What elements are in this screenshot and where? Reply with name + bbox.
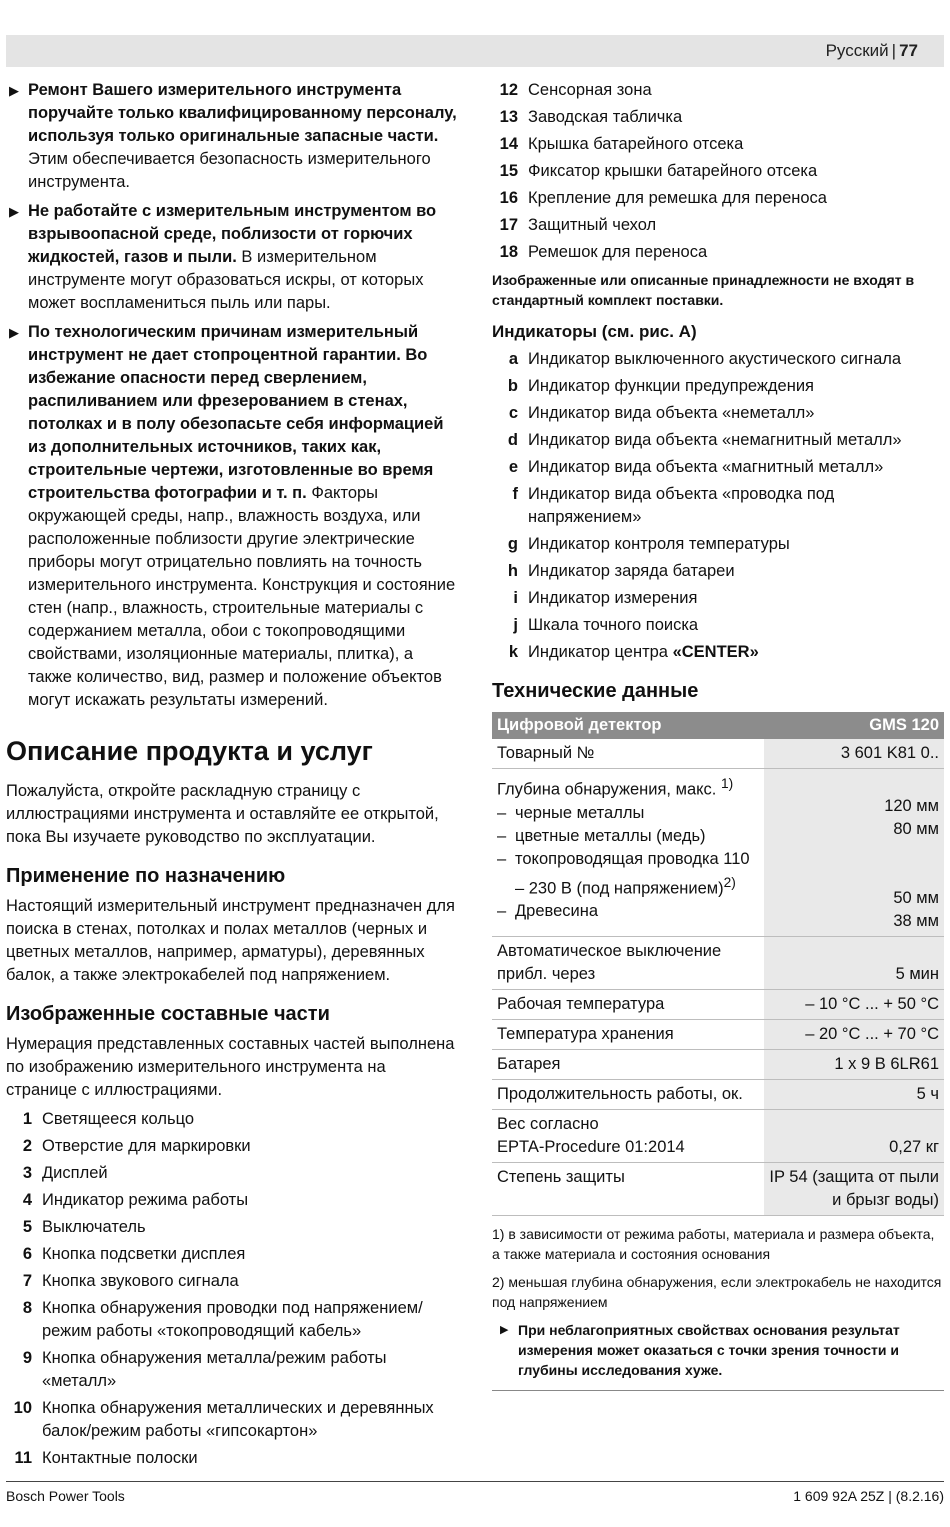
item-letter: e (508, 458, 518, 476)
row-value: – 10 °C ... + 50 °C (764, 990, 944, 1020)
footnote-1: 1) в зависимости от режима работы, материала и размера объекта, а также материала и состояния основания (492, 1226, 935, 1262)
list-item (6, 1216, 458, 1239)
item-number: 1 (22, 1110, 32, 1128)
item-label: Сенсорная зона (528, 81, 652, 99)
item-label: Ремешок для переноса (528, 243, 708, 261)
item-number: 8 (22, 1299, 32, 1317)
warning-bold: По технологическим причинам измерительный инструмент не дает стопроцентной гарантии. Во избежание опасности перед сверлением, распиливанием или фрезерованием в стенах, потолках и в полу обезопасьте себя информацией из дополнительных источников, таких как, строительные чертежи, изготовленные во время строительства фотографии и т. п. (28, 323, 444, 502)
row-label: Рабочая температура (492, 990, 764, 1020)
list-item (492, 456, 944, 479)
item-number: 15 (499, 162, 518, 180)
item-label: Отверстие для маркировки (42, 1137, 251, 1155)
footnote-2: 2) меньшая глубина обнаружения, если электрокабель не находится под напряжением (492, 1274, 942, 1310)
item-label: Индикатор вида объекта «немагнитный металл» (528, 431, 902, 449)
footer-divider (6, 1481, 944, 1482)
row-label: Товарный № (492, 739, 764, 769)
item-letter: a (508, 350, 518, 368)
item-number: 17 (499, 216, 518, 234)
arrow-icon: ▶ (9, 83, 19, 98)
sub-label: черные металлы (515, 803, 645, 822)
item-number: 4 (22, 1191, 32, 1209)
item-number: 16 (499, 189, 518, 207)
item-number: 9 (22, 1349, 32, 1367)
table-row (492, 1050, 944, 1080)
list-item (6, 1270, 458, 1293)
indicators-heading: Индикаторы (см. рис. A) (492, 322, 697, 341)
row-label: Продолжительность работы, ок. (492, 1080, 764, 1110)
warning-bold: Ремонт Вашего измерительного инструмента поручайте только квалифицированному персоналу, используя только оригинальные запасные части. (28, 81, 457, 145)
sub-item (497, 825, 759, 848)
components-heading: Изображенные составные части (6, 1003, 330, 1025)
components-paragraph: Нумерация представленных составных частей выполнена по изображению измерительного инструмента на странице с иллюстрациями. (6, 1035, 455, 1099)
table-header-left: Цифровой детектор (492, 712, 764, 739)
table-row (492, 1110, 944, 1163)
footer-brand: Bosch Power Tools (6, 1488, 125, 1504)
label-line: Вес согласно (497, 1115, 599, 1133)
item-label: Дисплей (42, 1164, 108, 1182)
warning-item (6, 79, 458, 194)
item-letter: b (507, 377, 518, 395)
usage-paragraph: Настоящий измерительный инструмент предназначен для поиска в стенах, потолках и полах металлов (черных и цветных металлов, например, арматуры), деревянных балок, а также электрокабелей под напряжением. (6, 897, 455, 984)
row-label: Автоматическое выключение прибл. через (492, 937, 764, 990)
item-label: Индикатор функции предупреждения (528, 377, 814, 395)
item-letter: h (507, 562, 518, 580)
row-value: IP 54 (защита от пыли и брызг воды) (764, 1163, 944, 1216)
item-label: Кнопка обнаружения металлических и деревянных балок/режим работы «гипсокартон» (42, 1399, 434, 1440)
page-header (6, 35, 944, 67)
row-value (764, 937, 944, 990)
list-item (6, 1397, 458, 1443)
value-line: 5 мин (895, 965, 939, 983)
row-label (492, 769, 764, 937)
arrow-icon: ▶ (9, 204, 19, 219)
header-language: Русский (825, 41, 889, 60)
footnote-ref: 2) (723, 874, 736, 890)
list-item (6, 1243, 458, 1266)
row-label (492, 1110, 764, 1163)
sub-label: Древесина (515, 902, 599, 920)
value-line: 50 мм (893, 889, 939, 907)
row-value: – 20 °C ... + 70 °C (764, 1020, 944, 1050)
warning-bold: Не работайте с измерительным инструментом во взрывоопасной среде, поблизости от горючих жидкостей, газов и пыли. (28, 202, 437, 266)
item-label: Кнопка подсветки дисплея (42, 1245, 246, 1263)
indicators-list (492, 348, 944, 664)
table-row (492, 1163, 944, 1216)
list-item (6, 1162, 458, 1185)
item-number: 6 (22, 1245, 32, 1263)
list-item (6, 1108, 458, 1131)
item-label: Индикатор вида объекта «неметалл» (528, 404, 815, 422)
list-item (6, 1447, 458, 1470)
warning-text: В измерительном инструменте могут образоваться искры, от которых может воспламениться пыль или пары. (28, 248, 424, 312)
item-number: 5 (22, 1218, 32, 1236)
item-label: Индикатор контроля температуры (528, 535, 790, 553)
dash: – (497, 826, 507, 845)
warning-text: Этим обеспечивается безопасность измерительного инструмента. (28, 150, 431, 191)
item-number: 2 (22, 1137, 32, 1155)
item-label: Кнопка обнаружения проводки под напряжением/режим работы «токопроводящий кабель» (42, 1299, 423, 1340)
table-header-right: GMS 120 (764, 712, 944, 739)
item-label: Индикатор вида объекта «проводка под напряжением» (528, 485, 835, 526)
item-label: Крепление для ремешка для переноса (528, 189, 827, 207)
list-item (492, 402, 944, 425)
footnote-ref: 1) (720, 776, 734, 791)
row-value: 5 ч (764, 1080, 944, 1110)
section-title: Описание продукта и услуг (6, 736, 373, 766)
list-item (492, 133, 944, 156)
usage-heading: Применение по назначению (6, 865, 286, 887)
row-value (764, 769, 944, 937)
list-item (492, 429, 944, 452)
row-label: Батарея (492, 1050, 764, 1080)
item-label: Заводская табличка (528, 108, 683, 126)
item-number: 3 (22, 1164, 32, 1182)
list-item (492, 241, 944, 264)
tech-heading: Технические данные (492, 680, 699, 702)
table-row (492, 937, 944, 990)
list-item (492, 560, 944, 583)
left-column (6, 79, 458, 1474)
item-letter: i (513, 589, 518, 607)
item-label: Индикатор вида объекта «магнитный металл» (528, 458, 884, 476)
right-column (492, 79, 944, 1391)
list-item (492, 348, 944, 371)
list-item (492, 587, 944, 610)
list-item (492, 483, 944, 529)
depth-label: Глубина обнаружения, макс. (497, 780, 717, 799)
item-label: Индикатор центра (528, 643, 673, 661)
item-label: Индикатор заряда батареи (528, 562, 735, 580)
components-list (6, 1108, 458, 1470)
warning-item (6, 200, 458, 315)
item-number: 13 (499, 108, 518, 126)
item-letter: j (513, 616, 518, 634)
table-row (492, 769, 944, 937)
row-label: Температура хранения (492, 1020, 764, 1050)
row-value (764, 1110, 944, 1163)
header-separator: | (891, 41, 897, 60)
list-item (492, 614, 944, 637)
item-number: 18 (499, 243, 518, 261)
item-number: 14 (499, 135, 518, 153)
list-item (492, 106, 944, 129)
arrow-icon: ▶ (500, 1324, 509, 1336)
dash: – (497, 849, 507, 868)
item-number: 10 (13, 1399, 32, 1417)
sub-label: токопроводящая проводка 110 – 230 В (под напряжением) (515, 849, 750, 897)
list-item (492, 641, 944, 664)
footer-doc-id: 1 609 92A 25Z | (8.2.16) (793, 1488, 944, 1504)
item-letter: f (512, 485, 518, 503)
item-label: Индикатор режима работы (42, 1191, 249, 1209)
table-row (492, 1020, 944, 1050)
list-item (492, 187, 944, 210)
item-label: Крышка батарейного отсека (528, 135, 744, 153)
item-label: Контактные полоски (42, 1449, 198, 1467)
dash: – (497, 803, 507, 822)
item-letter: k (508, 643, 518, 661)
intro-paragraph: Пожалуйста, откройте раскладную страницу с иллюстрациями инструмента и оставляйте ее открытой, пока Вы изучаете руководство по эксплуатации. (6, 782, 439, 846)
item-letter: d (507, 431, 518, 449)
accessories-note: Изображенные или описанные принадлежности не входят в стандартный комплект поставки. (492, 272, 915, 308)
item-number: 7 (22, 1272, 32, 1290)
arrow-icon: ▶ (9, 325, 19, 340)
item-label: Защитный чехол (528, 216, 657, 234)
table-row (492, 1080, 944, 1110)
list-item (492, 533, 944, 556)
item-label: Шкала точного поиска (528, 616, 699, 634)
dash: – (497, 902, 507, 920)
item-label-bold: «CENTER» (672, 643, 759, 661)
table-header-row (492, 712, 944, 739)
item-label: Индикатор выключенного акустического сигнала (528, 350, 902, 368)
row-label: Степень защиты (492, 1163, 764, 1216)
page-number: 77 (899, 41, 918, 60)
item-label: Индикатор измерения (528, 589, 698, 607)
warning-text: При неблагоприятных свойствах основания результат измерения может оказаться с точки зрения точности и глубины исследования хуже. (518, 1322, 900, 1378)
warning-item (6, 321, 458, 712)
item-label: Кнопка звукового сигнала (42, 1272, 239, 1290)
item-label: Светящееся кольцо (42, 1110, 195, 1128)
item-number: 11 (14, 1449, 32, 1467)
row-value: 1 x 9 В 6LR61 (764, 1050, 944, 1080)
list-item (492, 160, 944, 183)
item-label: Кнопка обнаружения металла/режим работы «металл» (42, 1349, 387, 1390)
value-line: 38 мм (893, 912, 939, 930)
tech-table (492, 712, 944, 1216)
value-line: 80 мм (893, 820, 939, 838)
item-letter: c (508, 404, 518, 422)
list-item (6, 1347, 458, 1393)
table-row (492, 990, 944, 1020)
item-number: 12 (499, 81, 518, 99)
sub-item (497, 900, 759, 923)
components-list-continued (492, 79, 944, 264)
warning-text: Факторы окружающей среды, напр., влажность воздуха, или расположенные поблизости другие электрические приборы могут отрицательно повлиять на точность измерительного инструмента. Конструкция и состояние стен (напр., влажность, строительные материалы с содержанием металла, обои с токопроводящими свойствами, изоляционные материалы, плитка), а также количество, вид, размер и положение объектов могут искажать результаты измерений. (28, 484, 456, 709)
sub-item (497, 802, 759, 825)
list-item (492, 79, 944, 102)
value-line: 120 мм (884, 797, 939, 815)
label-line: EPTA-Procedure 01:2014 (497, 1138, 685, 1156)
table-row (492, 739, 944, 769)
header-text (826, 41, 918, 61)
list-item (492, 375, 944, 398)
list-item (6, 1135, 458, 1158)
row-value: 3 601 K81 0.. (764, 739, 944, 769)
list-item (6, 1297, 458, 1343)
sub-item (497, 848, 759, 901)
value-line: 0,27 кг (889, 1138, 939, 1156)
tech-warning (492, 1320, 944, 1391)
list-item (492, 214, 944, 237)
sub-label: цветные металлы (медь) (515, 826, 706, 845)
item-label: Фиксатор крышки батарейного отсека (528, 162, 818, 180)
item-letter: g (507, 535, 518, 553)
item-label: Выключатель (42, 1218, 146, 1236)
list-item (6, 1189, 458, 1212)
